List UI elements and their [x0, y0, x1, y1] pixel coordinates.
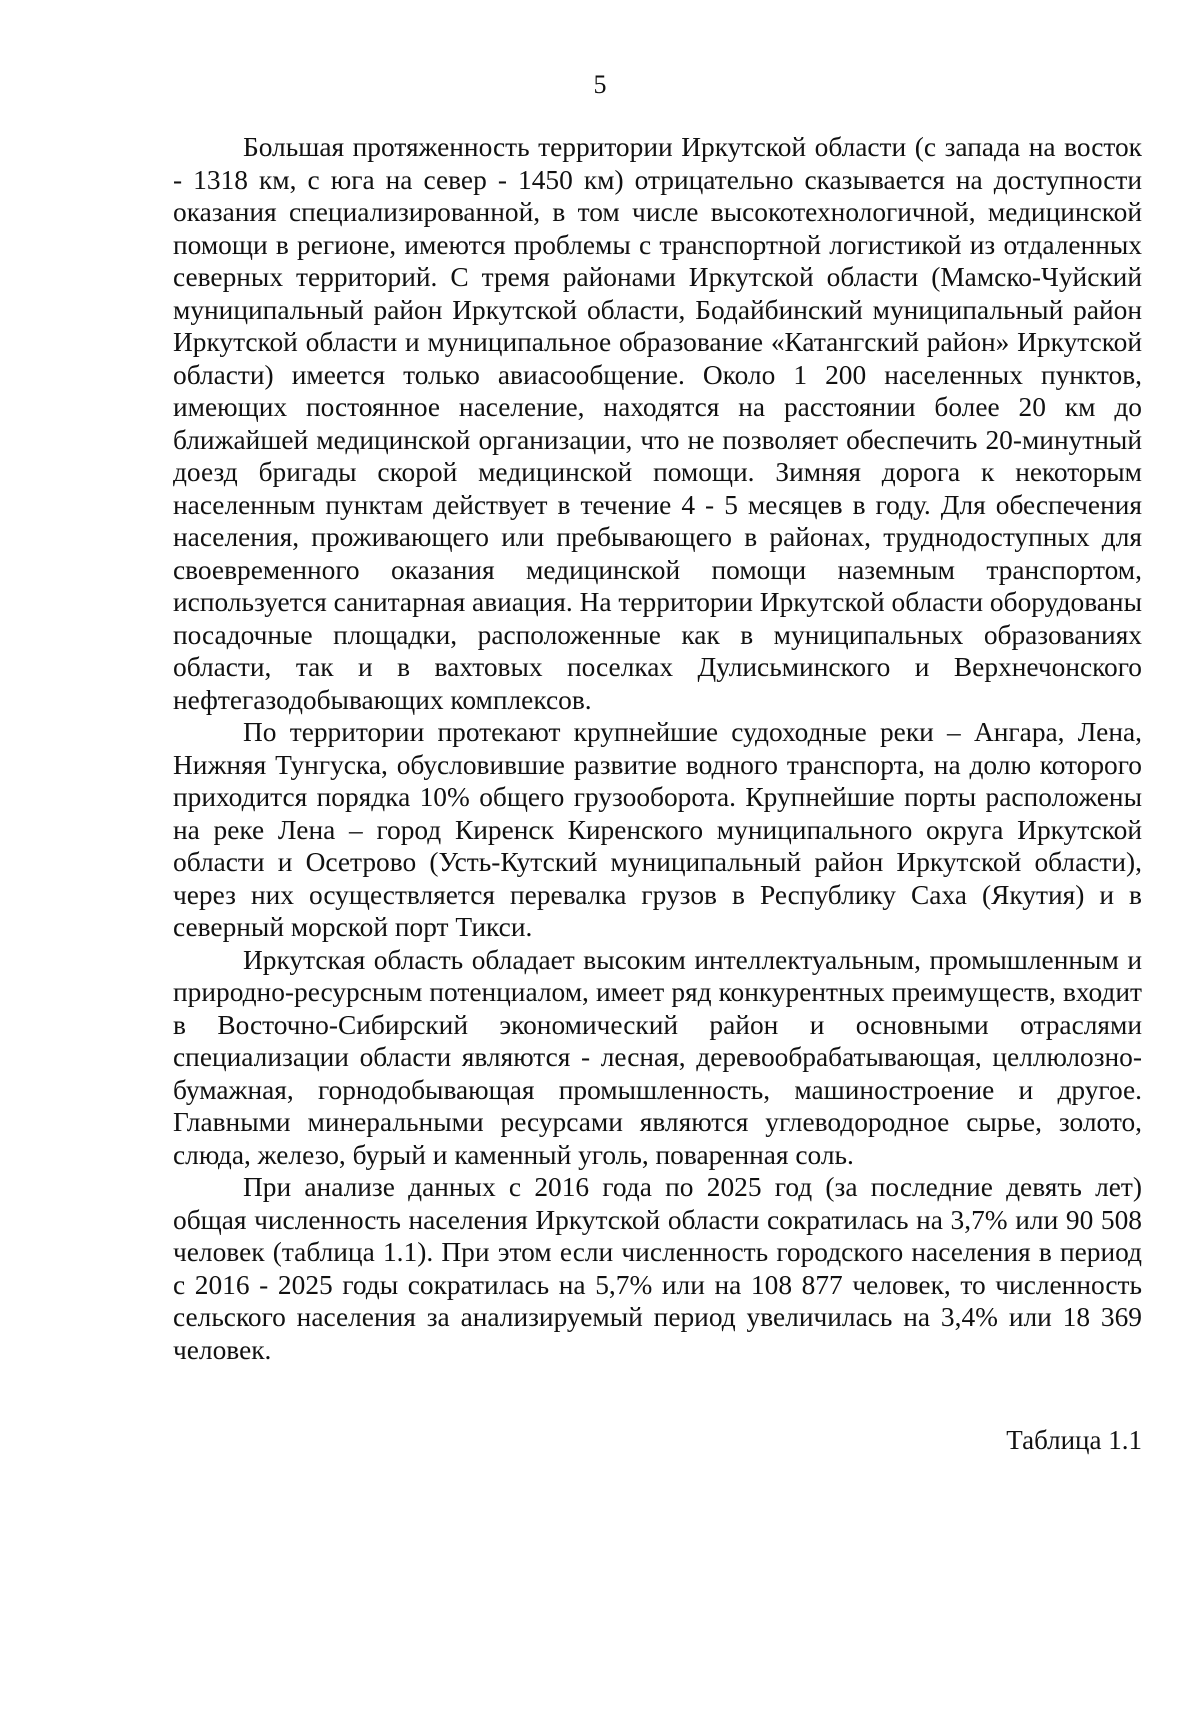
paragraph-population: При анализе данных с 2016 года по 2025 год (за последние девять лет) общая численность населения Иркутской области сократилась на 3,7% или 90 508 человек (таблица 1.1). При этом если численность городского населения в период с 2016 - 2025 годы сократилась на 5,7% или на 108 877 человек, то численность сельского населения за анализируемый период увеличилась на 3,4% или 18 369 человек. [173, 1172, 1142, 1365]
page-number: 5 [593, 70, 607, 99]
paragraph-rivers: По территории протекают крупнейшие судоходные реки – Ангара, Лена, Нижняя Тунгуска, обусловившие развитие водного транспорта, на долю которого приходится порядка 10% общего грузооборота. Крупнейшие порты расположены на реке Лена – город Киренск Киренского муниципального округа Иркутской области и Осетрово (Усть-Кутский муниципальный район Иркутской области), через них осуществляется перевалка грузов в Республику Саха (Якутия) и в северный морской порт Тикси. [173, 717, 1142, 942]
paragraph-economy: Иркутская область обладает высоким интеллектуальным, промышленным и природно-ресурсным потенциалом, имеет ряд конкурентных преимуществ, входит в Восточно-Сибирский экономический район и основными отраслями специализации области являются - лесная, деревообрабатывающая, целлюлозно-бумажная, горнодобывающая промышленность, машиностроение и другое. Главными минеральными ресурсами являются углеводородное сырье, золото, слюда, железо, бурый и каменный уголь, поваренная соль. [173, 944, 1142, 1170]
paragraph-transport-accessibility: Большая протяженность территории Иркутской области (с запада на восток - 1318 км, с юга на север - 1450 км) отрицательно сказывается на доступности оказания специализированной, в том числе высокотехнологичной, медицинской помощи в регионе, имеются проблемы с транспортной логистикой из отдаленных северных территорий. С тремя районами Иркутской области (Мамско-Чуйский муниципальный район Иркутской области, Бодайбинский муниципальный район Иркутской области и муниципальное образование «Катангский район» Иркутской области) имеется только авиасообщение. Около 1 200 населенных пунктов, имеющих постоянное население, находятся на расстоянии более 20 км до ближайшей медицинской организации, что не позволяет обеспечить 20-минутный доезд бригады скорой медицинской помощи. Зимняя дорога к некоторым населенным пунктам действует в течение 4 - 5 месяцев в году. Для обеспечения населения, проживающего или пребывающего в районах, труднодоступных для своевременного оказания медицинской помощи наземным транспортом, используется санитарная авиация. На территории Иркутской области оборудованы посадочные площадки, расположенные как в муниципальных образованиях области, так и в вахтовых поселках Дулисьминского и Верхнечонского нефтегазодобывающих комплексов. [173, 132, 1142, 715]
table-caption: Таблица 1.1 [1006, 1425, 1142, 1455]
body-text [173, 131, 1142, 1366]
